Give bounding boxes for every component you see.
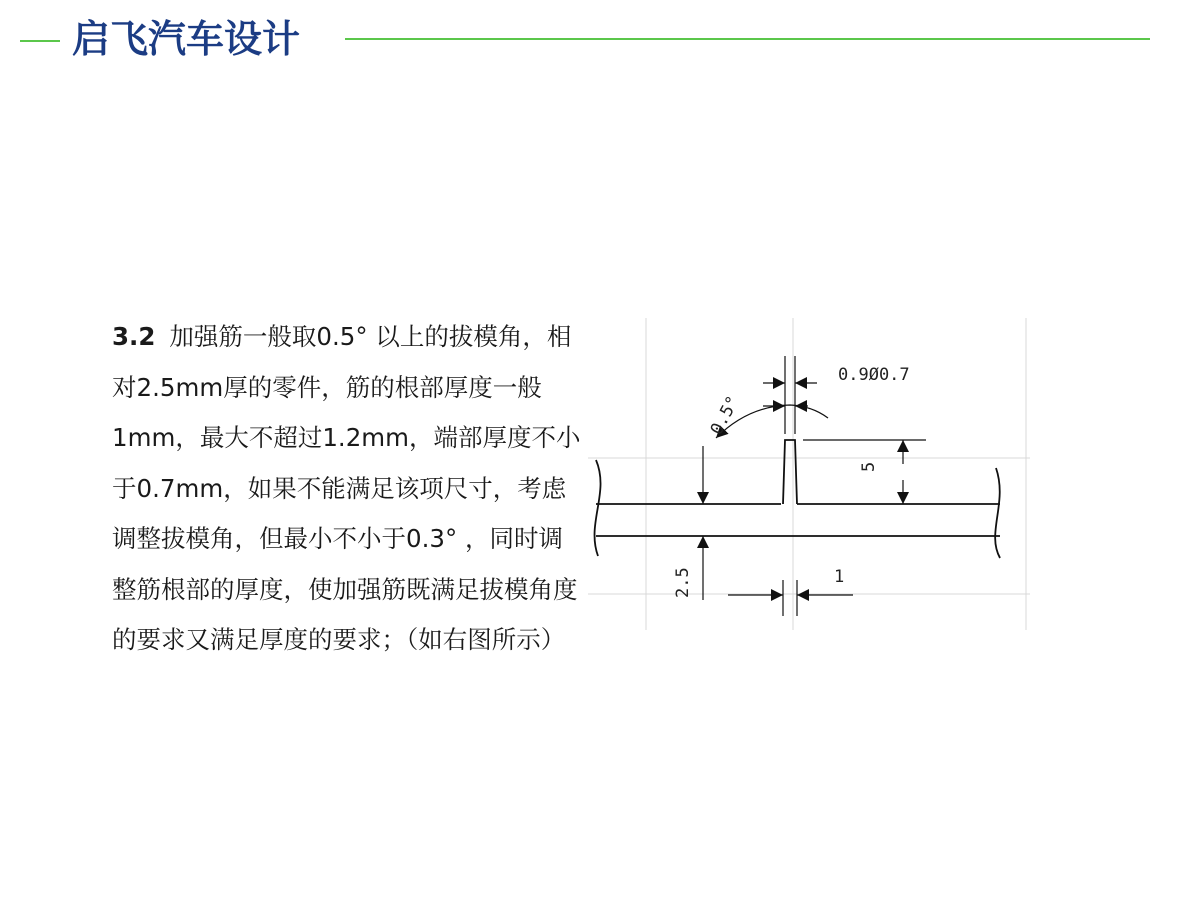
section-number: 3.2 [112,322,156,351]
extension-lines [783,356,926,616]
header-line-left [20,40,60,42]
rib-diagram [588,318,1030,630]
section-paragraph [112,312,582,666]
height-label: 5 [859,461,879,472]
grid [588,318,1030,630]
page-title: 启飞汽车设计 [72,17,301,61]
header-line-right [345,38,1150,40]
rib-outline [783,440,797,504]
plate-outline [595,460,1000,558]
top-width-label: 0.9Ø0.7 [838,365,910,385]
wall-thickness-label: 2.5 [673,567,693,598]
draft-angle-label: 0.5° [706,392,744,439]
section-text: 加强筋一般取0.5° 以上的拔模角，相对2.5mm厚的零件，筋的根部厚度一般1mm，最大不超过1.2mm，端部厚度不小于0.7mm，如果不能满足该项尺寸，考虑调整拔模角，但最小不小于0.3° ，同时调整筋根部的厚度，使加强筋既满足拔模角度的要求又满足厚度的要求；（如右图所示） [112,322,581,654]
root-width-label: 1 [834,567,845,587]
